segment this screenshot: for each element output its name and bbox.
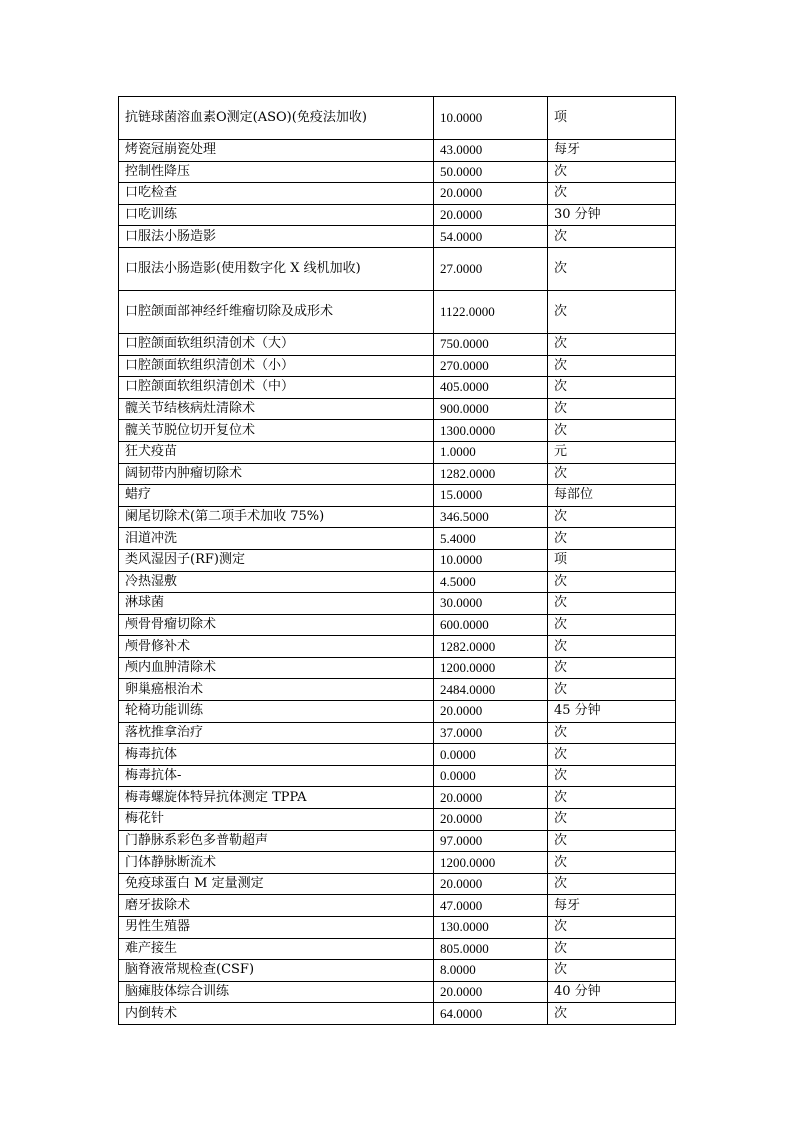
table-row [119,809,676,831]
item-name-cell: 磨牙拔除术 [119,895,434,917]
unit-cell: 次 [548,809,676,831]
unit-cell: 次 [548,636,676,658]
table-row [119,333,676,355]
unit-cell: 每牙 [548,140,676,162]
price-cell: 5.4000 [434,528,548,550]
unit-cell: 次 [548,917,676,939]
price-cell: 1282.0000 [434,463,548,485]
item-name-cell: 免疫球蛋白 M 定量测定 [119,873,434,895]
item-name-cell: 阔韧带内肿瘤切除术 [119,463,434,485]
item-name-cell: 颅内血肿清除术 [119,657,434,679]
unit-cell: 次 [548,333,676,355]
item-name-cell: 男性生殖器 [119,917,434,939]
unit-cell: 次 [548,463,676,485]
unit-cell: 次 [548,852,676,874]
item-name-cell: 口腔颌面软组织清创术（小） [119,355,434,377]
unit-cell: 次 [548,183,676,205]
table-row [119,593,676,615]
table-row [119,441,676,463]
item-name-cell: 口腔颌面部神经纤维瘤切除及成形术 [119,290,434,333]
item-name-cell: 颅骨修补术 [119,636,434,658]
price-cell: 405.0000 [434,377,548,399]
item-name-cell: 口腔颌面软组织清创术（大） [119,333,434,355]
item-name-cell: 蜡疗 [119,485,434,507]
table-row [119,506,676,528]
item-name-cell: 难产接生 [119,938,434,960]
table-row [119,938,676,960]
price-cell: 20.0000 [434,701,548,723]
unit-cell: 次 [548,161,676,183]
item-name-cell: 脑脊液常规检查(CSF) [119,960,434,982]
price-cell: 20.0000 [434,183,548,205]
price-cell: 1.0000 [434,441,548,463]
table-row [119,744,676,766]
price-cell: 43.0000 [434,140,548,162]
item-name-cell: 冷热湿敷 [119,571,434,593]
item-name-cell: 口吃检查 [119,183,434,205]
item-name-cell: 烤瓷冠崩瓷处理 [119,140,434,162]
table-row [119,1003,676,1025]
fee-table [118,96,676,1025]
unit-cell: 次 [548,398,676,420]
price-cell: 30.0000 [434,593,548,615]
price-cell: 270.0000 [434,355,548,377]
fee-table-body [119,97,676,1025]
unit-cell: 30 分钟 [548,204,676,226]
price-cell: 50.0000 [434,161,548,183]
item-name-cell: 狂犬疫苗 [119,441,434,463]
price-cell: 805.0000 [434,938,548,960]
item-name-cell: 卵巢癌根治术 [119,679,434,701]
unit-cell: 次 [548,377,676,399]
item-name-cell: 门体静脉断流术 [119,852,434,874]
table-row [119,679,676,701]
price-cell: 54.0000 [434,226,548,248]
item-name-cell: 泪道冲洗 [119,528,434,550]
unit-cell: 次 [548,528,676,550]
unit-cell: 次 [548,938,676,960]
unit-cell: 次 [548,420,676,442]
price-cell: 4.5000 [434,571,548,593]
price-cell: 1200.0000 [434,852,548,874]
unit-cell: 项 [548,549,676,571]
unit-cell: 次 [548,744,676,766]
table-row [119,97,676,140]
unit-cell: 次 [548,960,676,982]
unit-cell: 次 [548,593,676,615]
table-row [119,420,676,442]
item-name-cell: 落枕推拿治疗 [119,722,434,744]
table-row [119,765,676,787]
item-name-cell: 轮椅功能训练 [119,701,434,723]
item-name-cell: 梅毒抗体 [119,744,434,766]
price-cell: 10.0000 [434,97,548,140]
item-name-cell: 抗链球菌溶血素O测定(ASO)(免疫法加收) [119,97,434,140]
unit-cell: 45 分钟 [548,701,676,723]
unit-cell: 次 [548,873,676,895]
table-row [119,485,676,507]
price-cell: 1282.0000 [434,636,548,658]
unit-cell: 次 [548,657,676,679]
price-cell: 20.0000 [434,809,548,831]
table-row [119,161,676,183]
price-cell: 0.0000 [434,765,548,787]
unit-cell: 每牙 [548,895,676,917]
item-name-cell: 口腔颌面软组织清创术（中） [119,377,434,399]
unit-cell: 次 [548,722,676,744]
item-name-cell: 门静脉系彩色多普勒超声 [119,830,434,852]
unit-cell: 次 [548,830,676,852]
price-cell: 2484.0000 [434,679,548,701]
price-cell: 1200.0000 [434,657,548,679]
price-cell: 15.0000 [434,485,548,507]
item-name-cell: 淋球菌 [119,593,434,615]
table-row [119,377,676,399]
table-row [119,722,676,744]
unit-cell: 次 [548,787,676,809]
table-row [119,830,676,852]
price-cell: 20.0000 [434,204,548,226]
table-row [119,226,676,248]
price-cell: 900.0000 [434,398,548,420]
table-row [119,636,676,658]
table-row [119,701,676,723]
item-name-cell: 口吃训练 [119,204,434,226]
table-row [119,398,676,420]
table-row [119,981,676,1003]
table-row [119,614,676,636]
table-row [119,463,676,485]
price-cell: 1122.0000 [434,290,548,333]
unit-cell: 次 [548,571,676,593]
price-cell: 10.0000 [434,549,548,571]
table-row [119,571,676,593]
item-name-cell: 口服法小肠造影(使用数字化 X 线机加收) [119,247,434,290]
price-cell: 20.0000 [434,787,548,809]
table-row [119,204,676,226]
item-name-cell: 梅花针 [119,809,434,831]
price-cell: 27.0000 [434,247,548,290]
unit-cell: 次 [548,679,676,701]
table-row [119,355,676,377]
table-row [119,290,676,333]
table-row [119,787,676,809]
table-row [119,873,676,895]
unit-cell: 次 [548,247,676,290]
price-cell: 47.0000 [434,895,548,917]
price-cell: 8.0000 [434,960,548,982]
table-row [119,140,676,162]
price-cell: 0.0000 [434,744,548,766]
unit-cell: 次 [548,506,676,528]
item-name-cell: 类风湿因子(RF)测定 [119,549,434,571]
price-cell: 37.0000 [434,722,548,744]
table-row [119,247,676,290]
price-cell: 64.0000 [434,1003,548,1025]
unit-cell: 次 [548,290,676,333]
item-name-cell: 阑尾切除术(第二项手术加收 75%) [119,506,434,528]
price-cell: 600.0000 [434,614,548,636]
unit-cell: 次 [548,226,676,248]
unit-cell: 次 [548,614,676,636]
item-name-cell: 梅毒抗体- [119,765,434,787]
item-name-cell: 内倒转术 [119,1003,434,1025]
unit-cell: 40 分钟 [548,981,676,1003]
table-row [119,183,676,205]
table-row [119,657,676,679]
unit-cell: 每部位 [548,485,676,507]
table-row [119,895,676,917]
item-name-cell: 髋关节结核病灶清除术 [119,398,434,420]
item-name-cell: 脑瘫肢体综合训练 [119,981,434,1003]
table-row [119,852,676,874]
unit-cell: 元 [548,441,676,463]
table-row [119,917,676,939]
item-name-cell: 颅骨骨瘤切除术 [119,614,434,636]
unit-cell: 次 [548,1003,676,1025]
table-row [119,960,676,982]
price-cell: 1300.0000 [434,420,548,442]
price-cell: 20.0000 [434,981,548,1003]
item-name-cell: 口服法小肠造影 [119,226,434,248]
price-cell: 97.0000 [434,830,548,852]
item-name-cell: 控制性降压 [119,161,434,183]
table-row [119,549,676,571]
unit-cell: 次 [548,355,676,377]
unit-cell: 次 [548,765,676,787]
unit-cell: 项 [548,97,676,140]
table-row [119,528,676,550]
price-cell: 346.5000 [434,506,548,528]
item-name-cell: 梅毒螺旋体特异抗体测定 TPPA [119,787,434,809]
item-name-cell: 髋关节脱位切开复位术 [119,420,434,442]
price-cell: 20.0000 [434,873,548,895]
price-cell: 750.0000 [434,333,548,355]
price-cell: 130.0000 [434,917,548,939]
